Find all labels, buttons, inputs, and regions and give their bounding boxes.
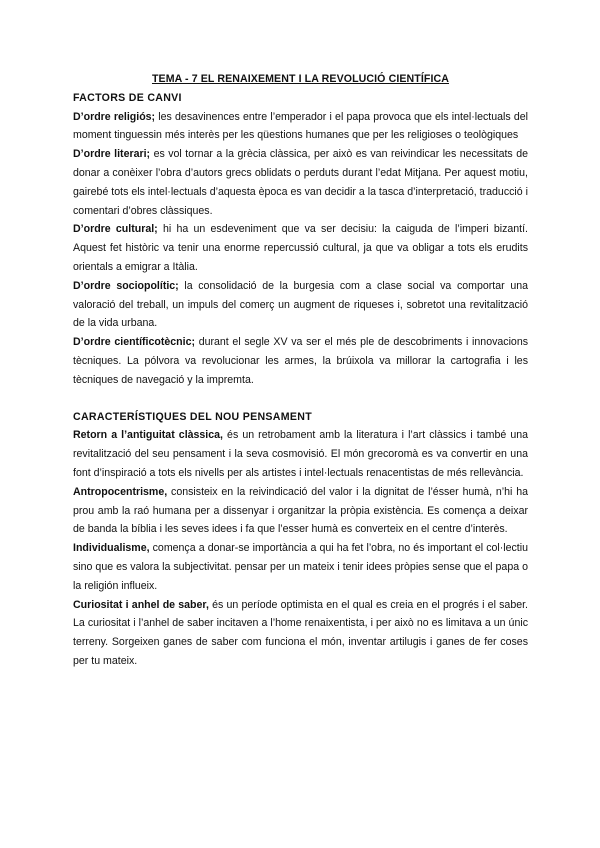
paragraph-cultural — [73, 220, 528, 276]
term-label: Retorn a l’antiguitat clàssica, — [73, 429, 223, 442]
paragraph-text: hi ha un esdeveniment que va ser decisiu: la caiguda de l’imperi bizantí. Aquest fet històric va tenir una enorme repercussió cultural, ja que va obligar a tots els erudits orientals a emigrar a Itàlia. — [73, 223, 528, 273]
term-label: D’ordre científicotècnic; — [73, 336, 196, 349]
paragraph-text: les desavinences entre l’emperador i el papa provoca que els intel·lectuals del moment tinguessin més interès per les qüestions humanes que per les religioses o teològiques — [73, 110, 528, 142]
paragraph-text: durant el segle XV va ser el més ple de descobriments i innovacions tècniques. La pólvora va revolucionar les armes, la brúixola va millorar la cartografia i les tècniques de navegació y la impremta. — [73, 336, 529, 386]
paragraph-sociopolitical — [73, 277, 528, 333]
document-page — [73, 70, 528, 671]
term-label: D’ordre cultural; — [73, 223, 158, 236]
paragraph-religious — [73, 108, 528, 146]
term-label: Curiositat i anhel de saber, — [73, 598, 209, 611]
paragraph-curiosity — [73, 596, 528, 671]
paragraph-text: comença a donar-se importància a qui ha fet l’obra, no és important el col·lectiu sino que es valora la subjectivitat. pensar per un mateix i tenir idees pròpies sense que el papa o la religión influeix. — [73, 542, 528, 592]
term-label: D’ordre sociopolític; — [73, 279, 179, 292]
term-label: Antropocentrisme, — [73, 485, 168, 498]
paragraph-individualism — [73, 539, 528, 595]
paragraph-text: la consolidació de la burgesia com a clase social va comportar una valoració del treball, un impuls del comerç un augment de riqueses i, sobretot una revitalització de la vida urbana. — [73, 279, 528, 330]
paragraph-text: es vol tornar a la grècia clàssica, per això es van reivindicar les necessitats de donar a conèixer l’obra d’autors grecs oblidats o perduts durant l’edat Mitjana. Per aquest motiu, gairebé tots els intel·lectuals d’aquesta època es van decidir a la tasca d’interpretació, traducció i comentari d’obres clàssiques. — [73, 148, 529, 217]
section-heading-factors: FACTORS DE CANVI — [73, 91, 182, 104]
paragraph-text: és un període optimista en el qual es creia en el progrés i el saber. La curiositat i l’anhel de saber incitaven a l’home renaixentista, i per això no es limitava a un únic terreny. Sorgeixen ganes de saber com funciona el món, inventar artilugis i ganes de fer coses per tu mateix. — [73, 598, 528, 667]
term-label: D’ordre religiós; — [73, 110, 156, 123]
term-label: Individualisme, — [73, 542, 150, 555]
paragraph-classical-antiquity — [73, 426, 528, 482]
paragraph-text: consisteix en la reivindicació del valor i la dignitat de l’ésser humà, n’hi ha prou amb la raó humana per a dissenyar i organitzar la pròpia existència. Es comença a deixar de banda la bíblia i les seves idees i fa que l’esser humà es converteix en el centre d’interès. — [73, 485, 528, 536]
paragraph-anthropocentrism — [73, 483, 528, 539]
paragraph-literary — [73, 145, 528, 220]
section-heading-characteristics: CARACTERÍSTIQUES DEL NOU PENSAMENT — [73, 410, 312, 423]
term-label: D’ordre literari; — [73, 148, 151, 161]
paragraph-scientific — [73, 333, 528, 389]
paragraph-text: és un retrobament amb la literatura i l’art clàssics i també una revitalització del seu pensament i la seva cosmovisió. El món grecoromà es va convertir en una font d’inspiració a tots els nivells per als artistes i intel·lectuals renacentistas de més rellevància. — [73, 429, 528, 479]
document-title: TEMA - 7 EL RENAIXEMENT I LA REVOLUCIÓ CIENTÍFICA — [151, 73, 450, 85]
